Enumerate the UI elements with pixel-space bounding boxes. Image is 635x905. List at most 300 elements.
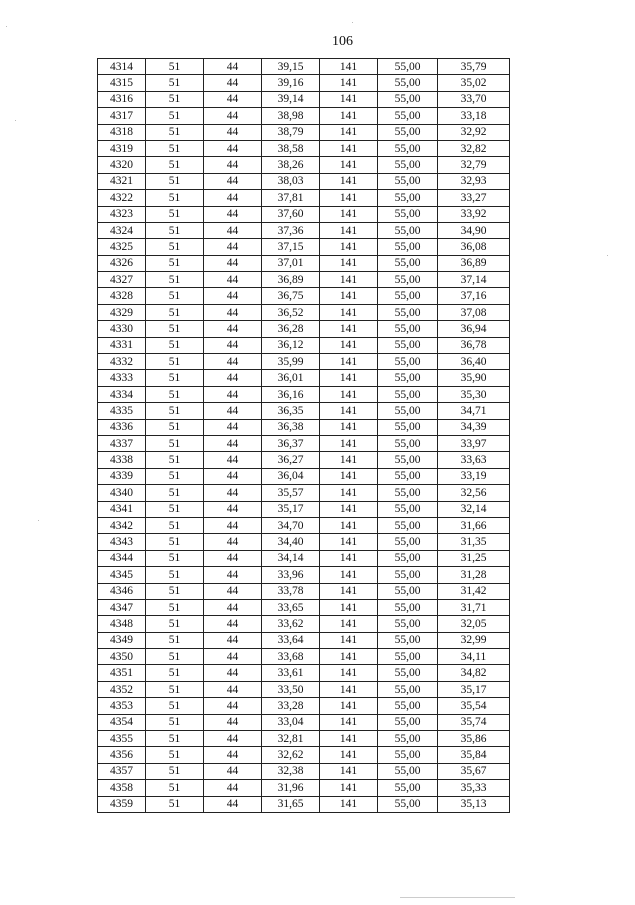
table-cell: 33,62 bbox=[262, 616, 320, 632]
table-cell: 33,78 bbox=[262, 583, 320, 599]
table-cell: 4314 bbox=[98, 59, 146, 75]
table-cell: 141 bbox=[320, 304, 378, 320]
table-cell: 141 bbox=[320, 190, 378, 206]
table-cell: 36,04 bbox=[262, 468, 320, 484]
table-cell: 51 bbox=[146, 157, 204, 173]
table-cell: 55,00 bbox=[378, 386, 438, 402]
table-row bbox=[98, 157, 510, 173]
table-cell: 55,00 bbox=[378, 731, 438, 747]
table-cell: 141 bbox=[320, 386, 378, 402]
table-row bbox=[98, 304, 510, 320]
table-row bbox=[98, 485, 510, 501]
table-cell: 33,61 bbox=[262, 665, 320, 681]
table-cell: 51 bbox=[146, 567, 204, 583]
table-cell: 44 bbox=[204, 370, 262, 386]
table-cell: 44 bbox=[204, 91, 262, 107]
table-cell: 4319 bbox=[98, 140, 146, 156]
table-cell: 51 bbox=[146, 731, 204, 747]
table-cell: 4332 bbox=[98, 354, 146, 370]
table-cell: 44 bbox=[204, 550, 262, 566]
table-row bbox=[98, 288, 510, 304]
table-cell: 44 bbox=[204, 419, 262, 435]
table-cell: 4335 bbox=[98, 403, 146, 419]
table-cell: 141 bbox=[320, 173, 378, 189]
table-cell: 39,16 bbox=[262, 75, 320, 91]
table-cell: 4323 bbox=[98, 206, 146, 222]
table-cell: 31,66 bbox=[438, 517, 510, 533]
table-cell: 51 bbox=[146, 763, 204, 779]
scan-speck bbox=[15, 120, 16, 121]
table-cell: 141 bbox=[320, 747, 378, 763]
table-cell: 55,00 bbox=[378, 91, 438, 107]
table-cell: 35,57 bbox=[262, 485, 320, 501]
table-cell: 55,00 bbox=[378, 370, 438, 386]
table-cell: 51 bbox=[146, 468, 204, 484]
table-cell: 51 bbox=[146, 124, 204, 140]
table-cell: 44 bbox=[204, 354, 262, 370]
table-row bbox=[98, 501, 510, 517]
table-cell: 33,92 bbox=[438, 206, 510, 222]
table-cell: 141 bbox=[320, 91, 378, 107]
table-cell: 141 bbox=[320, 665, 378, 681]
table-cell: 44 bbox=[204, 534, 262, 550]
table-cell: 55,00 bbox=[378, 419, 438, 435]
table-cell: 141 bbox=[320, 731, 378, 747]
table-cell: 51 bbox=[146, 714, 204, 730]
table-cell: 4359 bbox=[98, 796, 146, 812]
table-cell: 141 bbox=[320, 567, 378, 583]
table-row bbox=[98, 403, 510, 419]
table-cell: 44 bbox=[204, 403, 262, 419]
table-cell: 4339 bbox=[98, 468, 146, 484]
table-cell: 4336 bbox=[98, 419, 146, 435]
table-cell: 55,00 bbox=[378, 435, 438, 451]
table-cell: 31,28 bbox=[438, 567, 510, 583]
table-cell: 4347 bbox=[98, 599, 146, 615]
table-cell: 141 bbox=[320, 75, 378, 91]
table-cell: 55,00 bbox=[378, 681, 438, 697]
table-cell: 35,67 bbox=[438, 763, 510, 779]
table-cell: 37,01 bbox=[262, 255, 320, 271]
table-cell: 4327 bbox=[98, 272, 146, 288]
table-cell: 141 bbox=[320, 140, 378, 156]
table-cell: 44 bbox=[204, 632, 262, 648]
table-cell: 141 bbox=[320, 550, 378, 566]
table-row bbox=[98, 337, 510, 353]
table-cell: 37,36 bbox=[262, 222, 320, 238]
table-cell: 55,00 bbox=[378, 157, 438, 173]
scan-speck bbox=[38, 520, 39, 521]
table-cell: 37,15 bbox=[262, 239, 320, 255]
table-row bbox=[98, 649, 510, 665]
table-row bbox=[98, 763, 510, 779]
table-cell: 36,27 bbox=[262, 452, 320, 468]
table-cell: 36,78 bbox=[438, 337, 510, 353]
table-cell: 44 bbox=[204, 222, 262, 238]
table-cell: 4352 bbox=[98, 681, 146, 697]
table-cell: 55,00 bbox=[378, 747, 438, 763]
table-cell: 141 bbox=[320, 255, 378, 271]
table-cell: 32,05 bbox=[438, 616, 510, 632]
table-cell: 4321 bbox=[98, 173, 146, 189]
table-row bbox=[98, 632, 510, 648]
table-cell: 141 bbox=[320, 616, 378, 632]
table-row bbox=[98, 419, 510, 435]
table-cell: 44 bbox=[204, 763, 262, 779]
table-cell: 141 bbox=[320, 272, 378, 288]
data-table bbox=[97, 58, 510, 813]
table-cell: 141 bbox=[320, 337, 378, 353]
table-cell: 55,00 bbox=[378, 124, 438, 140]
table-cell: 4351 bbox=[98, 665, 146, 681]
table-cell: 4337 bbox=[98, 435, 146, 451]
table-row bbox=[98, 239, 510, 255]
table-cell: 55,00 bbox=[378, 649, 438, 665]
scan-speck bbox=[352, 22, 353, 23]
table-cell: 44 bbox=[204, 173, 262, 189]
table-cell: 44 bbox=[204, 599, 262, 615]
table-cell: 44 bbox=[204, 681, 262, 697]
table-cell: 35,84 bbox=[438, 747, 510, 763]
table-cell: 34,40 bbox=[262, 534, 320, 550]
table-cell: 55,00 bbox=[378, 272, 438, 288]
table-cell: 55,00 bbox=[378, 616, 438, 632]
table-row bbox=[98, 370, 510, 386]
table-cell: 4350 bbox=[98, 649, 146, 665]
table-cell: 4324 bbox=[98, 222, 146, 238]
table-row bbox=[98, 222, 510, 238]
table-cell: 36,35 bbox=[262, 403, 320, 419]
table-cell: 141 bbox=[320, 222, 378, 238]
table-cell: 4348 bbox=[98, 616, 146, 632]
table-cell: 55,00 bbox=[378, 632, 438, 648]
table-cell: 55,00 bbox=[378, 222, 438, 238]
table-cell: 33,65 bbox=[262, 599, 320, 615]
table-cell: 37,08 bbox=[438, 304, 510, 320]
table-cell: 51 bbox=[146, 337, 204, 353]
table-cell: 55,00 bbox=[378, 698, 438, 714]
table-cell: 37,16 bbox=[438, 288, 510, 304]
table-cell: 51 bbox=[146, 255, 204, 271]
table-cell: 141 bbox=[320, 124, 378, 140]
table-cell: 33,28 bbox=[262, 698, 320, 714]
table-cell: 36,52 bbox=[262, 304, 320, 320]
table-cell: 31,71 bbox=[438, 599, 510, 615]
table-cell: 37,81 bbox=[262, 190, 320, 206]
table-cell: 55,00 bbox=[378, 173, 438, 189]
table-cell: 55,00 bbox=[378, 714, 438, 730]
table-cell: 51 bbox=[146, 534, 204, 550]
table-cell: 51 bbox=[146, 386, 204, 402]
table-cell: 55,00 bbox=[378, 534, 438, 550]
table-cell: 141 bbox=[320, 583, 378, 599]
table-row bbox=[98, 354, 510, 370]
table-cell: 33,68 bbox=[262, 649, 320, 665]
table-cell: 141 bbox=[320, 534, 378, 550]
table-cell: 35,54 bbox=[438, 698, 510, 714]
table-cell: 4318 bbox=[98, 124, 146, 140]
table-row bbox=[98, 698, 510, 714]
table-cell: 36,40 bbox=[438, 354, 510, 370]
table-cell: 51 bbox=[146, 354, 204, 370]
table-row bbox=[98, 75, 510, 91]
table-cell: 51 bbox=[146, 632, 204, 648]
table-cell: 55,00 bbox=[378, 140, 438, 156]
table-row bbox=[98, 714, 510, 730]
table-cell: 4322 bbox=[98, 190, 146, 206]
table-cell: 44 bbox=[204, 288, 262, 304]
table-cell: 141 bbox=[320, 714, 378, 730]
table-cell: 51 bbox=[146, 370, 204, 386]
table-cell: 31,42 bbox=[438, 583, 510, 599]
table-cell: 4331 bbox=[98, 337, 146, 353]
table-cell: 44 bbox=[204, 649, 262, 665]
table-cell: 141 bbox=[320, 698, 378, 714]
table-row bbox=[98, 731, 510, 747]
table-cell: 34,11 bbox=[438, 649, 510, 665]
table-cell: 4345 bbox=[98, 567, 146, 583]
table-cell: 32,93 bbox=[438, 173, 510, 189]
table-cell: 44 bbox=[204, 665, 262, 681]
table-cell: 55,00 bbox=[378, 304, 438, 320]
table-cell: 55,00 bbox=[378, 403, 438, 419]
table-cell: 4338 bbox=[98, 452, 146, 468]
table-cell: 4343 bbox=[98, 534, 146, 550]
table-cell: 51 bbox=[146, 780, 204, 796]
table-cell: 38,03 bbox=[262, 173, 320, 189]
table-cell: 51 bbox=[146, 108, 204, 124]
table-row bbox=[98, 616, 510, 632]
table-cell: 51 bbox=[146, 239, 204, 255]
table-cell: 44 bbox=[204, 304, 262, 320]
table-cell: 55,00 bbox=[378, 190, 438, 206]
table-cell: 44 bbox=[204, 386, 262, 402]
table-cell: 36,75 bbox=[262, 288, 320, 304]
table-cell: 55,00 bbox=[378, 75, 438, 91]
table-cell: 31,96 bbox=[262, 780, 320, 796]
table-row bbox=[98, 255, 510, 271]
table-cell: 4315 bbox=[98, 75, 146, 91]
table-cell: 51 bbox=[146, 485, 204, 501]
table-cell: 33,70 bbox=[438, 91, 510, 107]
table-cell: 4317 bbox=[98, 108, 146, 124]
table-cell: 36,89 bbox=[262, 272, 320, 288]
table-row bbox=[98, 599, 510, 615]
table-row bbox=[98, 321, 510, 337]
table-cell: 55,00 bbox=[378, 239, 438, 255]
table-row bbox=[98, 173, 510, 189]
table-cell: 4325 bbox=[98, 239, 146, 255]
table-cell: 44 bbox=[204, 780, 262, 796]
table-cell: 31,25 bbox=[438, 550, 510, 566]
table-cell: 32,92 bbox=[438, 124, 510, 140]
table-cell: 32,62 bbox=[262, 747, 320, 763]
table-cell: 51 bbox=[146, 403, 204, 419]
table-cell: 44 bbox=[204, 190, 262, 206]
table-cell: 44 bbox=[204, 468, 262, 484]
table-cell: 141 bbox=[320, 517, 378, 533]
table-cell: 55,00 bbox=[378, 452, 438, 468]
table-cell: 36,94 bbox=[438, 321, 510, 337]
table-cell: 141 bbox=[320, 780, 378, 796]
table-cell: 4340 bbox=[98, 485, 146, 501]
table-cell: 51 bbox=[146, 222, 204, 238]
table-cell: 141 bbox=[320, 288, 378, 304]
table-cell: 55,00 bbox=[378, 599, 438, 615]
table-cell: 51 bbox=[146, 206, 204, 222]
table-cell: 38,26 bbox=[262, 157, 320, 173]
table-cell: 34,14 bbox=[262, 550, 320, 566]
table-cell: 44 bbox=[204, 567, 262, 583]
table-cell: 34,39 bbox=[438, 419, 510, 435]
table-cell: 141 bbox=[320, 370, 378, 386]
table-row bbox=[98, 435, 510, 451]
table-cell: 32,38 bbox=[262, 763, 320, 779]
table-cell: 44 bbox=[204, 206, 262, 222]
table-cell: 32,82 bbox=[438, 140, 510, 156]
table-row bbox=[98, 91, 510, 107]
table-cell: 4329 bbox=[98, 304, 146, 320]
table-cell: 4357 bbox=[98, 763, 146, 779]
table-row bbox=[98, 108, 510, 124]
table-row bbox=[98, 681, 510, 697]
table-cell: 44 bbox=[204, 435, 262, 451]
table-cell: 141 bbox=[320, 468, 378, 484]
table-cell: 51 bbox=[146, 583, 204, 599]
footer-scan-line bbox=[400, 897, 515, 898]
table-row bbox=[98, 59, 510, 75]
table-cell: 141 bbox=[320, 157, 378, 173]
table-row bbox=[98, 272, 510, 288]
table-cell: 4356 bbox=[98, 747, 146, 763]
table-cell: 33,63 bbox=[438, 452, 510, 468]
table-cell: 141 bbox=[320, 435, 378, 451]
table-cell: 141 bbox=[320, 649, 378, 665]
table-cell: 141 bbox=[320, 403, 378, 419]
table-row bbox=[98, 124, 510, 140]
table-cell: 44 bbox=[204, 698, 262, 714]
table-cell: 33,18 bbox=[438, 108, 510, 124]
table-cell: 35,86 bbox=[438, 731, 510, 747]
table-cell: 4320 bbox=[98, 157, 146, 173]
table-cell: 32,56 bbox=[438, 485, 510, 501]
table-cell: 51 bbox=[146, 681, 204, 697]
table-cell: 35,90 bbox=[438, 370, 510, 386]
scan-speck bbox=[6, 26, 7, 27]
scan-speck bbox=[607, 255, 608, 256]
table-cell: 35,30 bbox=[438, 386, 510, 402]
table-cell: 44 bbox=[204, 485, 262, 501]
table-cell: 51 bbox=[146, 501, 204, 517]
table-cell: 4341 bbox=[98, 501, 146, 517]
table-cell: 44 bbox=[204, 501, 262, 517]
table-cell: 36,16 bbox=[262, 386, 320, 402]
table-cell: 141 bbox=[320, 354, 378, 370]
table-row bbox=[98, 796, 510, 812]
table-row bbox=[98, 452, 510, 468]
table-cell: 39,14 bbox=[262, 91, 320, 107]
table-cell: 35,02 bbox=[438, 75, 510, 91]
table-cell: 141 bbox=[320, 632, 378, 648]
table-cell: 33,50 bbox=[262, 681, 320, 697]
table-cell: 4358 bbox=[98, 780, 146, 796]
table-cell: 35,17 bbox=[262, 501, 320, 517]
table-cell: 51 bbox=[146, 649, 204, 665]
table-cell: 44 bbox=[204, 75, 262, 91]
table-cell: 32,99 bbox=[438, 632, 510, 648]
table-cell: 55,00 bbox=[378, 485, 438, 501]
table-cell: 44 bbox=[204, 452, 262, 468]
table-cell: 141 bbox=[320, 108, 378, 124]
table-cell: 35,17 bbox=[438, 681, 510, 697]
table-row bbox=[98, 567, 510, 583]
table-cell: 33,64 bbox=[262, 632, 320, 648]
table-row bbox=[98, 665, 510, 681]
table-cell: 51 bbox=[146, 517, 204, 533]
table-cell: 44 bbox=[204, 616, 262, 632]
table-cell: 141 bbox=[320, 485, 378, 501]
table-cell: 38,79 bbox=[262, 124, 320, 140]
table-cell: 141 bbox=[320, 599, 378, 615]
table-cell: 34,71 bbox=[438, 403, 510, 419]
table-cell: 44 bbox=[204, 272, 262, 288]
table-cell: 33,27 bbox=[438, 190, 510, 206]
table-cell: 51 bbox=[146, 91, 204, 107]
table-cell: 141 bbox=[320, 681, 378, 697]
table-cell: 36,01 bbox=[262, 370, 320, 386]
table-cell: 33,19 bbox=[438, 468, 510, 484]
table-cell: 55,00 bbox=[378, 583, 438, 599]
table-cell: 44 bbox=[204, 124, 262, 140]
table-cell: 55,00 bbox=[378, 206, 438, 222]
table-row bbox=[98, 386, 510, 402]
table-cell: 31,35 bbox=[438, 534, 510, 550]
table-cell: 51 bbox=[146, 173, 204, 189]
table-cell: 39,15 bbox=[262, 59, 320, 75]
table-cell: 44 bbox=[204, 714, 262, 730]
table-cell: 55,00 bbox=[378, 321, 438, 337]
table-cell: 4349 bbox=[98, 632, 146, 648]
table-cell: 4355 bbox=[98, 731, 146, 747]
table-cell: 141 bbox=[320, 239, 378, 255]
table-cell: 44 bbox=[204, 157, 262, 173]
table-row bbox=[98, 534, 510, 550]
table-cell: 55,00 bbox=[378, 468, 438, 484]
table-cell: 55,00 bbox=[378, 763, 438, 779]
table-cell: 4330 bbox=[98, 321, 146, 337]
table-cell: 44 bbox=[204, 239, 262, 255]
table-cell: 51 bbox=[146, 59, 204, 75]
table-cell: 51 bbox=[146, 304, 204, 320]
table-cell: 33,96 bbox=[262, 567, 320, 583]
table-cell: 51 bbox=[146, 435, 204, 451]
table-cell: 55,00 bbox=[378, 550, 438, 566]
table-cell: 36,28 bbox=[262, 321, 320, 337]
table-cell: 51 bbox=[146, 599, 204, 615]
table-cell: 34,90 bbox=[438, 222, 510, 238]
table-cell: 44 bbox=[204, 321, 262, 337]
table-cell: 55,00 bbox=[378, 665, 438, 681]
table-cell: 141 bbox=[320, 501, 378, 517]
page-number: 106 bbox=[332, 34, 353, 49]
table-cell: 44 bbox=[204, 796, 262, 812]
table-cell: 44 bbox=[204, 337, 262, 353]
table-cell: 141 bbox=[320, 59, 378, 75]
table-cell: 44 bbox=[204, 59, 262, 75]
table-cell: 51 bbox=[146, 452, 204, 468]
table-cell: 38,58 bbox=[262, 140, 320, 156]
table-cell: 51 bbox=[146, 288, 204, 304]
